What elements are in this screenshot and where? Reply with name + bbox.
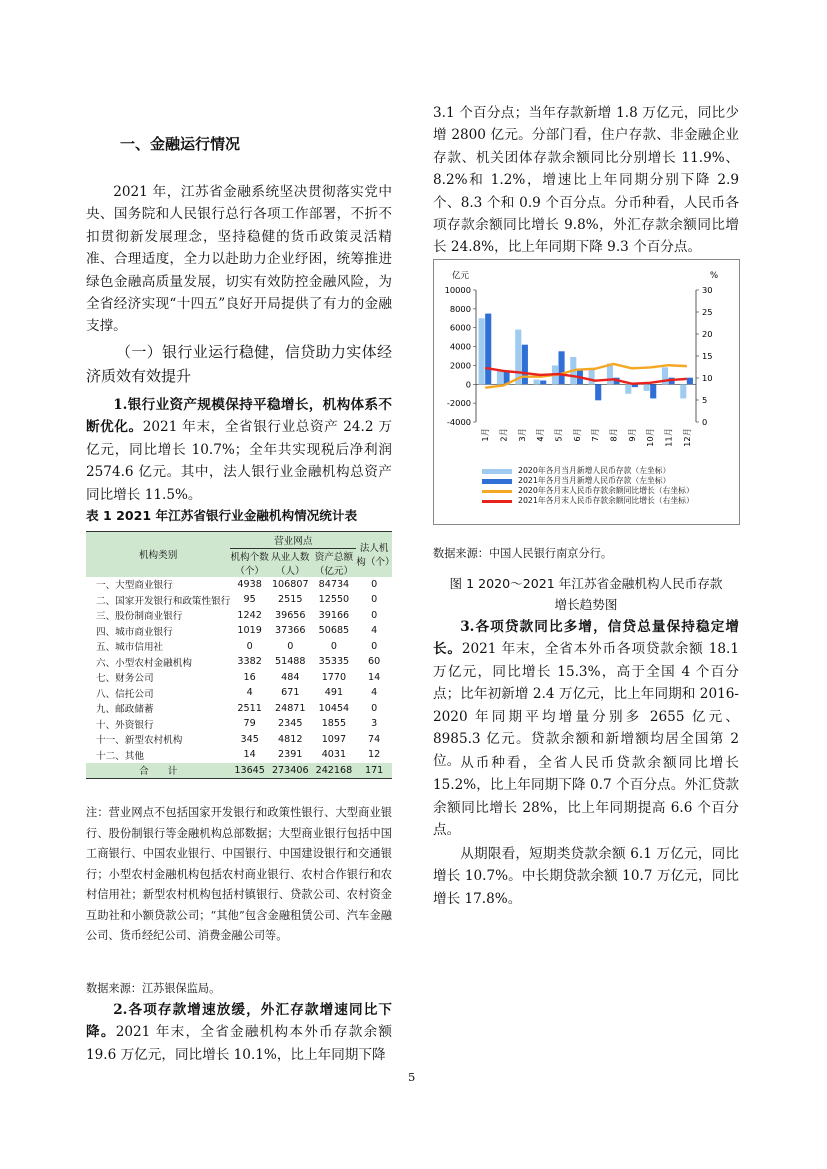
chart-category-label: 8月 — [608, 428, 619, 442]
chart-category-label: 6月 — [571, 428, 582, 442]
chart-legend-label: 2021年各月当月新增人民币存款（左坐标） — [518, 476, 671, 485]
chart-category-label: 4月 — [535, 428, 546, 442]
table-cell-value: 3382 — [237, 656, 262, 668]
table-cell-value: 484 — [281, 671, 300, 683]
subsection-heading: （一）银行业运行稳健，信贷助力实体经济质效有效提升 — [86, 343, 392, 385]
table-cell-value: 2391 — [278, 749, 303, 761]
table-cell-value: 2345 — [278, 718, 303, 730]
table-total-label: 合 计 — [86, 763, 230, 779]
table-cell-category: 四、城市商业银行 — [96, 626, 173, 638]
table-cell-category: 十一、新型农村机构 — [96, 735, 183, 747]
table-cell-value: 4 — [371, 687, 378, 699]
chart-legend-swatch — [482, 479, 512, 484]
table-cell-value: 0 — [371, 609, 378, 621]
table-cell-value: 1242 — [237, 609, 262, 621]
chart-bar — [625, 384, 631, 393]
chart-left-tick-label: 0 — [465, 379, 471, 390]
table-cell-value: 2511 — [237, 702, 262, 714]
chart-bar — [479, 318, 485, 384]
table-cell-value: 1019 — [237, 625, 262, 637]
table-note: 注：营业网点不包括国家开发银行和政策性银行、大型商业银行、股份制银行等金融机构总部数据；大型商业银行包括中国工商银行、中国农业银行、中国银行、中国建设银行和交通银行；小型农村金融机构包括农村商业银行、农村合作银行和农村信用社；新型农村机构包括村镇银行、贷款公司、农村资金互助社和小额贷款公司；“其他”包含金融租赁公司、汽车金融公司、货币经纪公司、消费金融公司等。 — [86, 806, 392, 942]
paragraph-4: 从币种看，全省人民币贷款余额同比增长 15.2%，比上年同期下降 0.7 个百分点。外汇贷款余额同比增长 28%，比上年同期提高 6.6 个百分点。 — [433, 755, 739, 839]
chart-right-axis-unit: % — [710, 271, 719, 281]
chart-left-tick-label: 2000 — [449, 360, 471, 371]
table-cell-value: 491 — [324, 687, 344, 699]
chart-bar — [559, 351, 565, 384]
paragraph-1-body: 2021 年末，全省银行业总资产 24.2 万亿元，同比增长 10.7%；全年共实现税后净利润 2574.6 亿元。其中，法人银行业金融机构总资产同比增长 11.5%。 — [86, 419, 392, 503]
paragraph-5: 从期限看，短期类贷款余额 6.1 万亿元，同比增长 10.7%。中长期贷款余额 10.7 万亿元，同比增长 17.8%。 — [433, 846, 739, 907]
table-cell-value: 14 — [243, 749, 256, 761]
intro-paragraph: 2021 年，江苏省金融系统坚决贯彻落实党中央、国务院和人民银行总行各项工作部署，不折不扣贯彻新发展理念，坚持稳健的货币政策灵活精准、合理适度，全力以赴助力企业纾困，统筹推进绿色金融高质量发展，切实有效防控金融风险，为全省经济实现“十四五”良好开局提供了有力的金融支撑。 — [86, 184, 392, 335]
table-cell-value: 84734 — [318, 578, 350, 590]
table-cell-value: 0 — [371, 640, 378, 652]
table-row — [86, 608, 392, 624]
table-cell-value: 1097 — [321, 733, 347, 745]
chart-category-label: 2月 — [498, 428, 509, 442]
chart-legend-label: 2020年各月末人民币存款余额同比增长（右坐标） — [518, 486, 694, 495]
chart-left-axis-unit: 亿元 — [452, 271, 470, 281]
table-cell-value: 60 — [368, 656, 381, 668]
chart-category-label: 11月 — [663, 428, 674, 447]
chart-legend-item — [482, 495, 694, 506]
figure-caption-line-2: 增长趋势图 — [554, 597, 618, 612]
chart-bar — [540, 381, 546, 385]
chart-legend-swatch — [482, 490, 512, 493]
table-cell-category: 二、国家开发银行和政策性银行 — [96, 595, 231, 607]
table-cell-value: 2515 — [278, 594, 303, 606]
paragraph-continued: 3.1 个百分点；当年存款新增 1.8 万亿元，同比少增 2800 亿元。分部门看，住户存款、非金融企业存款、机关团体存款余额同比分别增长 11.9%、8.2%和 1.2%，增速比上年同期分别下降 2.9 个、8.3 个和 0.9 个百分点。分币种看，人民币各项存款余额同比增长 9.8%，外汇存款余额同比增长 24.8%，比上年同期下降 9.3 个百分点。 — [433, 105, 739, 256]
chart-category-label: 5月 — [553, 428, 564, 442]
chart-category-label: 9月 — [626, 428, 637, 442]
table-cell-value: 671 — [281, 687, 300, 699]
chart-category-label: 12月 — [681, 428, 692, 447]
chart-right-tick-label: 10 — [702, 373, 713, 383]
table-cell-category: 一、大型商业银行 — [96, 580, 173, 592]
table-total-value: 273406 — [269, 763, 312, 779]
paragraph-2-body: 2021 年末，全省金融机构本外币存款余额 19.6 万亿元，同比增长 10.1%，比上年同期下降 — [86, 1024, 393, 1063]
table-cell-value: 4938 — [237, 578, 262, 590]
table-row — [86, 747, 392, 763]
table-title: 表 1 2021 年江苏省银行业金融机构情况统计表 — [86, 508, 358, 523]
figure-caption — [433, 573, 739, 615]
table-cell-category: 八、信托公司 — [96, 688, 154, 700]
paragraph-3 — [433, 616, 739, 773]
page-number: 5 — [408, 1070, 416, 1084]
table-cell-value: 10454 — [318, 702, 350, 714]
paragraph-2 — [86, 999, 392, 1066]
table-total-value: 13645 — [230, 763, 269, 779]
table-cell-value: 0 — [371, 702, 378, 714]
chart-legend-label: 2020年各月当月新增人民币存款（左坐标） — [518, 466, 671, 475]
table-row — [86, 716, 392, 732]
chart-bar — [680, 384, 686, 398]
table-total-value: 242168 — [312, 763, 357, 779]
table-cell-value: 0 — [287, 640, 294, 652]
table-cell-value: 1855 — [321, 718, 347, 730]
table-cell-category: 九、邮政储蓄 — [96, 704, 154, 716]
table-cell-value: 12550 — [318, 594, 350, 606]
chart-bar — [644, 384, 650, 391]
bank-institutions-table — [86, 531, 395, 779]
table-row — [86, 654, 392, 670]
table-cell-value: 4 — [371, 625, 378, 637]
chart-legend-swatch — [482, 469, 512, 474]
table-cell-value: 37366 — [275, 625, 306, 637]
table-cell-value: 12 — [368, 749, 381, 761]
chart-legend-swatch — [482, 500, 512, 503]
table-row — [86, 639, 392, 655]
chart-bar — [522, 345, 528, 385]
paragraph-2-lead: 2.各项存款增速放缓，外汇存款增速同比下降。 — [86, 1002, 392, 1041]
table-head-type: 机构类别 — [86, 532, 230, 577]
paragraph-3-lead: 3.各项贷款同比多增，信贷总量保持稳定增长。 — [433, 619, 739, 658]
table-cell-value: 50685 — [318, 625, 350, 637]
table-cell-category: 十、外资银行 — [96, 719, 154, 731]
chart-left-tick-label: 8000 — [449, 303, 471, 314]
table-cell-value: 106807 — [271, 578, 309, 590]
table-total-value: 171 — [356, 763, 392, 779]
chart-category-label: 1月 — [480, 428, 491, 442]
chart-bar — [589, 368, 595, 384]
chart-left-tick-label: -2000 — [446, 398, 471, 409]
table-cell-value: 35335 — [318, 656, 350, 668]
table-cell-value: 345 — [240, 733, 259, 745]
table-cell-value: 95 — [243, 594, 256, 606]
paragraph-1 — [86, 394, 392, 506]
chart-right-tick-label: 5 — [702, 395, 708, 405]
table-head-count: 机构个数（个） — [230, 548, 269, 577]
paragraph-3-body: 2021 年末，全省本外币各项贷款余额 18.1 万亿元，同比增长 15.3%，高于全国 4 个百分点；比年初新增 2.4 万亿元，比上年同期和 2016-2020 年同期平均增量分别多 2655 亿元、8985.3 亿元。贷款余额和新增额均居全国第 2 位。 — [433, 641, 739, 770]
table-row — [86, 732, 392, 748]
chart-bar — [650, 384, 656, 398]
table-cell-value: 39656 — [275, 609, 306, 621]
chart-source: 数据来源：中国人民银行南京分行。 — [433, 547, 613, 560]
chart-bar — [485, 314, 491, 385]
table-cell-category: 五、城市信用社 — [96, 642, 164, 654]
chart-bar — [595, 384, 601, 400]
table-cell-category: 六、小型农村金融机构 — [96, 657, 192, 669]
chart-left-tick-label: 10000 — [444, 285, 471, 295]
figure-caption-line-1: 图 1 2020～2021 年江苏省金融机构人民币存款 — [449, 576, 723, 591]
chart-right-tick-label: 15 — [702, 351, 713, 361]
section-heading: 一、金融运行情况 — [120, 135, 241, 153]
chart-bar — [497, 370, 503, 384]
table-cell-value: 39166 — [318, 609, 350, 621]
chart-left-tick-label: -4000 — [446, 417, 471, 427]
chart-right-tick-label: 20 — [702, 329, 713, 339]
chart-category-label: 10月 — [645, 428, 656, 447]
table-source: 数据来源：江苏银保监局。 — [86, 982, 221, 995]
table-cell-category: 十二、其他 — [96, 750, 144, 762]
table-row — [86, 577, 392, 593]
table-row — [86, 701, 392, 717]
table-cell-value: 14 — [368, 671, 381, 683]
table-cell-value: 1770 — [321, 671, 347, 683]
table-row — [86, 592, 392, 608]
chart-right-tick-label: 0 — [702, 417, 708, 427]
deposit-trend-chart — [433, 259, 740, 525]
chart-left-tick-label: 4000 — [449, 341, 471, 352]
table-head-staff: 从业人数（人） — [269, 548, 312, 577]
table-cell-value: 0 — [371, 594, 378, 606]
chart-left-tick-label: 6000 — [449, 322, 471, 333]
table-cell-value: 3 — [371, 718, 378, 730]
table-cell-value: 74 — [368, 733, 381, 745]
table-cell-value: 4 — [246, 687, 253, 699]
table-row — [86, 685, 392, 701]
table-head-group: 营业网点 — [230, 532, 356, 549]
chart-legend-label: 2021年各月末人民币存款余额同比增长（右坐标） — [518, 496, 694, 505]
chart-category-label: 7月 — [590, 428, 601, 442]
table-cell-value: 24871 — [275, 702, 306, 714]
table-cell-category: 三、股份制商业银行 — [96, 611, 183, 623]
table-head-assets: 资产总额（亿元） — [312, 548, 357, 577]
chart-right-tick-label: 25 — [702, 307, 713, 317]
chart-bar — [534, 380, 540, 385]
table-total-row — [86, 763, 392, 779]
table-cell-value: 79 — [243, 718, 256, 730]
table-cell-value: 4812 — [278, 733, 303, 745]
table-row — [86, 623, 392, 639]
chart-bar — [687, 378, 693, 385]
table-cell-category: 七、财务公司 — [96, 673, 154, 685]
chart-right-tick-label: 30 — [702, 285, 713, 295]
table-cell-value: 0 — [371, 578, 378, 590]
table-row — [86, 670, 392, 686]
table-cell-value: 16 — [243, 671, 256, 683]
table-cell-value: 0 — [246, 640, 253, 652]
table-cell-value: 51488 — [275, 656, 306, 668]
table-cell-value: 0 — [330, 640, 337, 652]
paragraph-1-lead: 1.银行业资产规模保持平稳增长，机构体系不断优化。 — [86, 397, 392, 436]
table-cell-value: 4031 — [321, 749, 347, 761]
chart-category-label: 3月 — [516, 428, 527, 442]
table-head-legal: 法人机构（个） — [356, 532, 392, 577]
